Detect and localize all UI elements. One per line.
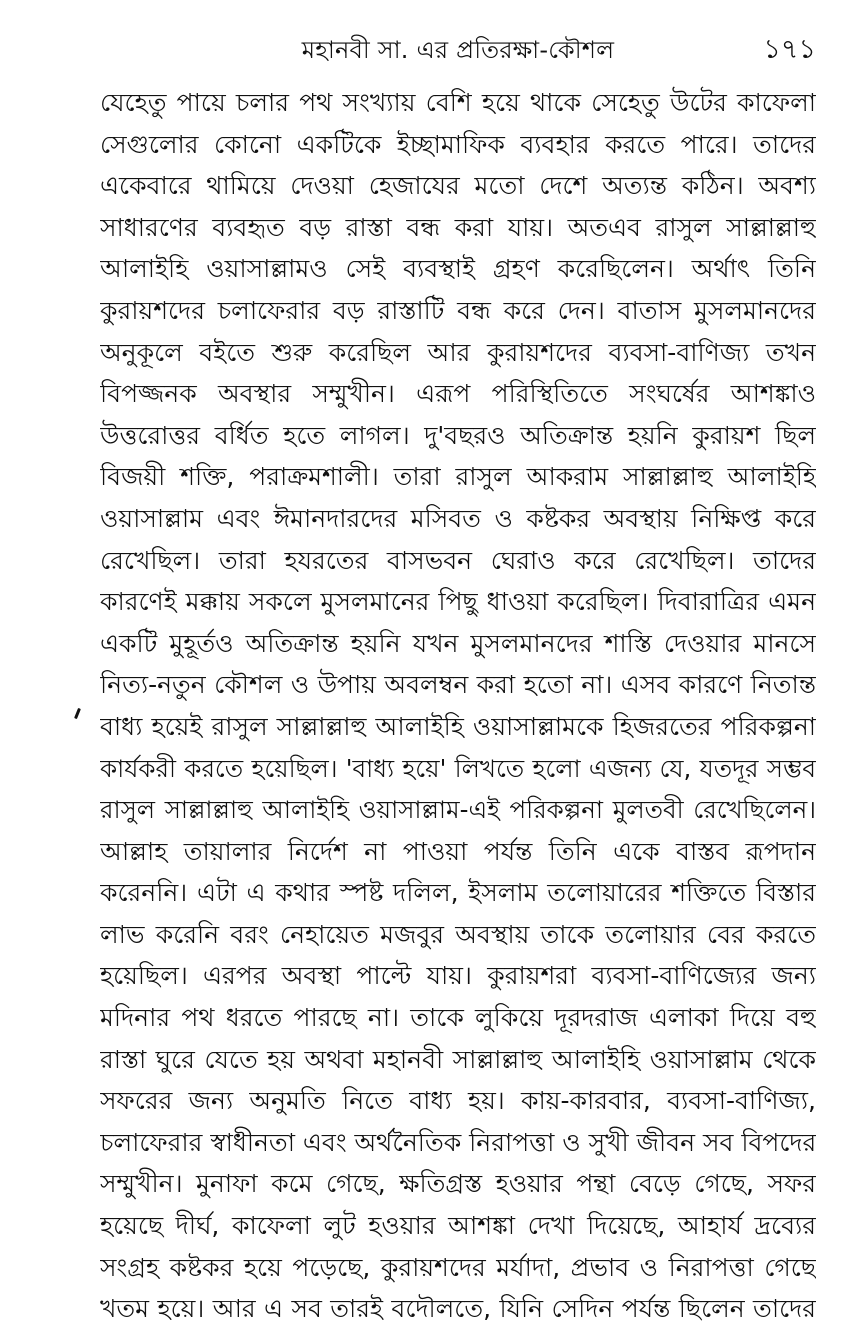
running-header bbox=[100, 30, 816, 70]
text-line: একটি মুহূর্তও অতিক্রান্ত হয়নি যখন মুসলমানদের শাস্তি দেওয়ার মানসে bbox=[100, 628, 816, 658]
text-line: নিত্য-নতুন কৌশল ও উপায় অবলম্বন করা হতো না। এসব কারণে নিতান্ত bbox=[100, 670, 816, 700]
text-line: মদিনার পথ ধরতে পারছে না। তাকে লুকিয়ে দূরদরাজ এলাকা দিয়ে বহু bbox=[100, 1003, 816, 1033]
text-line: সংগ্রহ কষ্টকর হয়ে পড়েছে, কুরায়শদের মর্যাদা, প্রভাব ও নিরাপত্তা গেছে bbox=[100, 1252, 816, 1282]
text-line: হয়েছে দীর্ঘ, কাফেলা লুট হওয়ার আশঙ্কা দেখা দিয়েছে, আহার্য দ্রব্যের bbox=[100, 1211, 816, 1241]
text-line: কুরায়শদের চলাফেরার বড় রাস্তাটি বন্ধ করে দেন। বাতাস মুসলমানদের bbox=[100, 295, 816, 325]
text-line: রাসুল সাল্লাল্লাহু আলাইহি ওয়াসাল্লাম-এই পরিকল্পনা মুলতবী রেখেছিলেন। bbox=[100, 795, 816, 825]
text-line: সাধারণের ব্যবহৃত বড় রাস্তা বন্ধ করা যায়। অতএব রাসুল সাল্লাল্লাহু bbox=[100, 212, 816, 242]
text-line: আলাইহি ওয়াসাল্লামও সেই ব্যবস্থাই গ্রহণ করেছিলেন। অর্থাৎ তিনি bbox=[100, 254, 816, 284]
text-line: রাস্তা ঘুরে যেতে হয় অথবা মহানবী সাল্লাল্লাহু আলাইহি ওয়াসাল্লাম থেকে bbox=[100, 1044, 816, 1074]
text-line: বাধ্য হয়েই রাসুল সাল্লাল্লাহু আলাইহি ওয়াসাল্লামকে হিজরতের পরিকল্পনা bbox=[100, 711, 816, 741]
text-line: রেখেছিল। তারা হযরতের বাসভবন ঘেরাও করে রেখেছিল। তাদের bbox=[100, 545, 816, 575]
text-line: করেননি। এটা এ কথার স্পষ্ট দলিল, ইসলাম তলোয়ারের শক্তিতে বিস্তার bbox=[100, 878, 816, 908]
text-line: সেগুলোর কোনো একটিকে ইচ্ছামাফিক ব্যবহার করতে পারে। তাদের bbox=[100, 129, 816, 159]
page-number: ১৭১ bbox=[763, 34, 816, 65]
text-line: সফরের জন্য অনুমতি নিতে বাধ্য হয়। কায়-কারবার, ব্যবসা-বাণিজ্য, bbox=[100, 1086, 816, 1116]
text-line: বিপজ্জনক অবস্থার সম্মুখীন। এরূপ পরিস্থিতিতে সংঘর্ষের আশঙ্কাও bbox=[100, 379, 816, 409]
text-line: লাভ করেনি বরং নেহায়েত মজবুর অবস্থায় তাকে তলোয়ার বের করতে bbox=[100, 919, 816, 949]
text-line: কার্যকরী করতে হয়েছিল। 'বাধ্য হয়ে' লিখতে হলো এজন্য যে, যতদূর সম্ভব bbox=[100, 753, 816, 783]
body-paragraph bbox=[100, 82, 816, 1330]
text-line: উত্তরোত্তর বর্ধিত হতে লাগল। দু'বছরও অতিক্রান্ত হয়নি কুরায়শ ছিল bbox=[100, 420, 816, 450]
text-line: সম্মুখীন। মুনাফা কমে গেছে, ক্ষতিগ্রস্ত হওয়ার পন্থা বেড়ে গেছে, সফর bbox=[100, 1169, 816, 1199]
text-line: আল্লাহ তায়ালার নির্দেশ না পাওয়া পর্যন্ত তিনি একে বাস্তব রূপদান bbox=[100, 836, 816, 866]
text-line: বিজয়ী শক্তি, পরাক্রমশালী। তারা রাসুল আকরাম সাল্লাল্লাহু আলাইহি bbox=[100, 462, 816, 492]
text-line: হয়েছিল। এরপর অবস্থা পাল্টে যায়। কুরায়শরা ব্যবসা-বাণিজ্যের জন্য bbox=[100, 961, 816, 991]
text-line: ওয়াসাল্লাম এবং ঈমানদারদের মসিবত ও কষ্টকর অবস্থায় নিক্ষিপ্ত করে bbox=[100, 503, 816, 533]
text-line: অনুকূলে বইতে শুরু করেছিল আর কুরায়শদের ব্যবসা-বাণিজ্য তখন bbox=[100, 337, 816, 367]
chapter-title: মহানবী সা. এর প্রতিরক্ষা-কৌশল bbox=[301, 36, 615, 64]
text-line: কারণেই মক্কায় সকলে মুসলমানের পিছু ধাওয়া করেছিল। দিবারাত্রির এমন bbox=[100, 587, 816, 617]
text-line: একেবারে থামিয়ে দেওয়া হেজাযের মতো দেশে অত্যন্ত কঠিন। অবশ্য bbox=[100, 171, 816, 201]
text-line: যেহেতু পায়ে চলার পথ সংখ্যায় বেশি হয়ে থাকে সেহেতু উটের কাফেলা bbox=[100, 88, 816, 117]
text-line: চলাফেরার স্বাধীনতা এবং অর্থনৈতিক নিরাপত্তা ও সুখী জীবন সব বিপদের bbox=[100, 1127, 816, 1157]
margin-ink-mark bbox=[74, 708, 81, 719]
text-line: খতম হয়ে। আর এ সব তারই বদৌলতে, যিনি সেদিন পর্যন্ত ছিলেন তাদের bbox=[100, 1294, 816, 1324]
